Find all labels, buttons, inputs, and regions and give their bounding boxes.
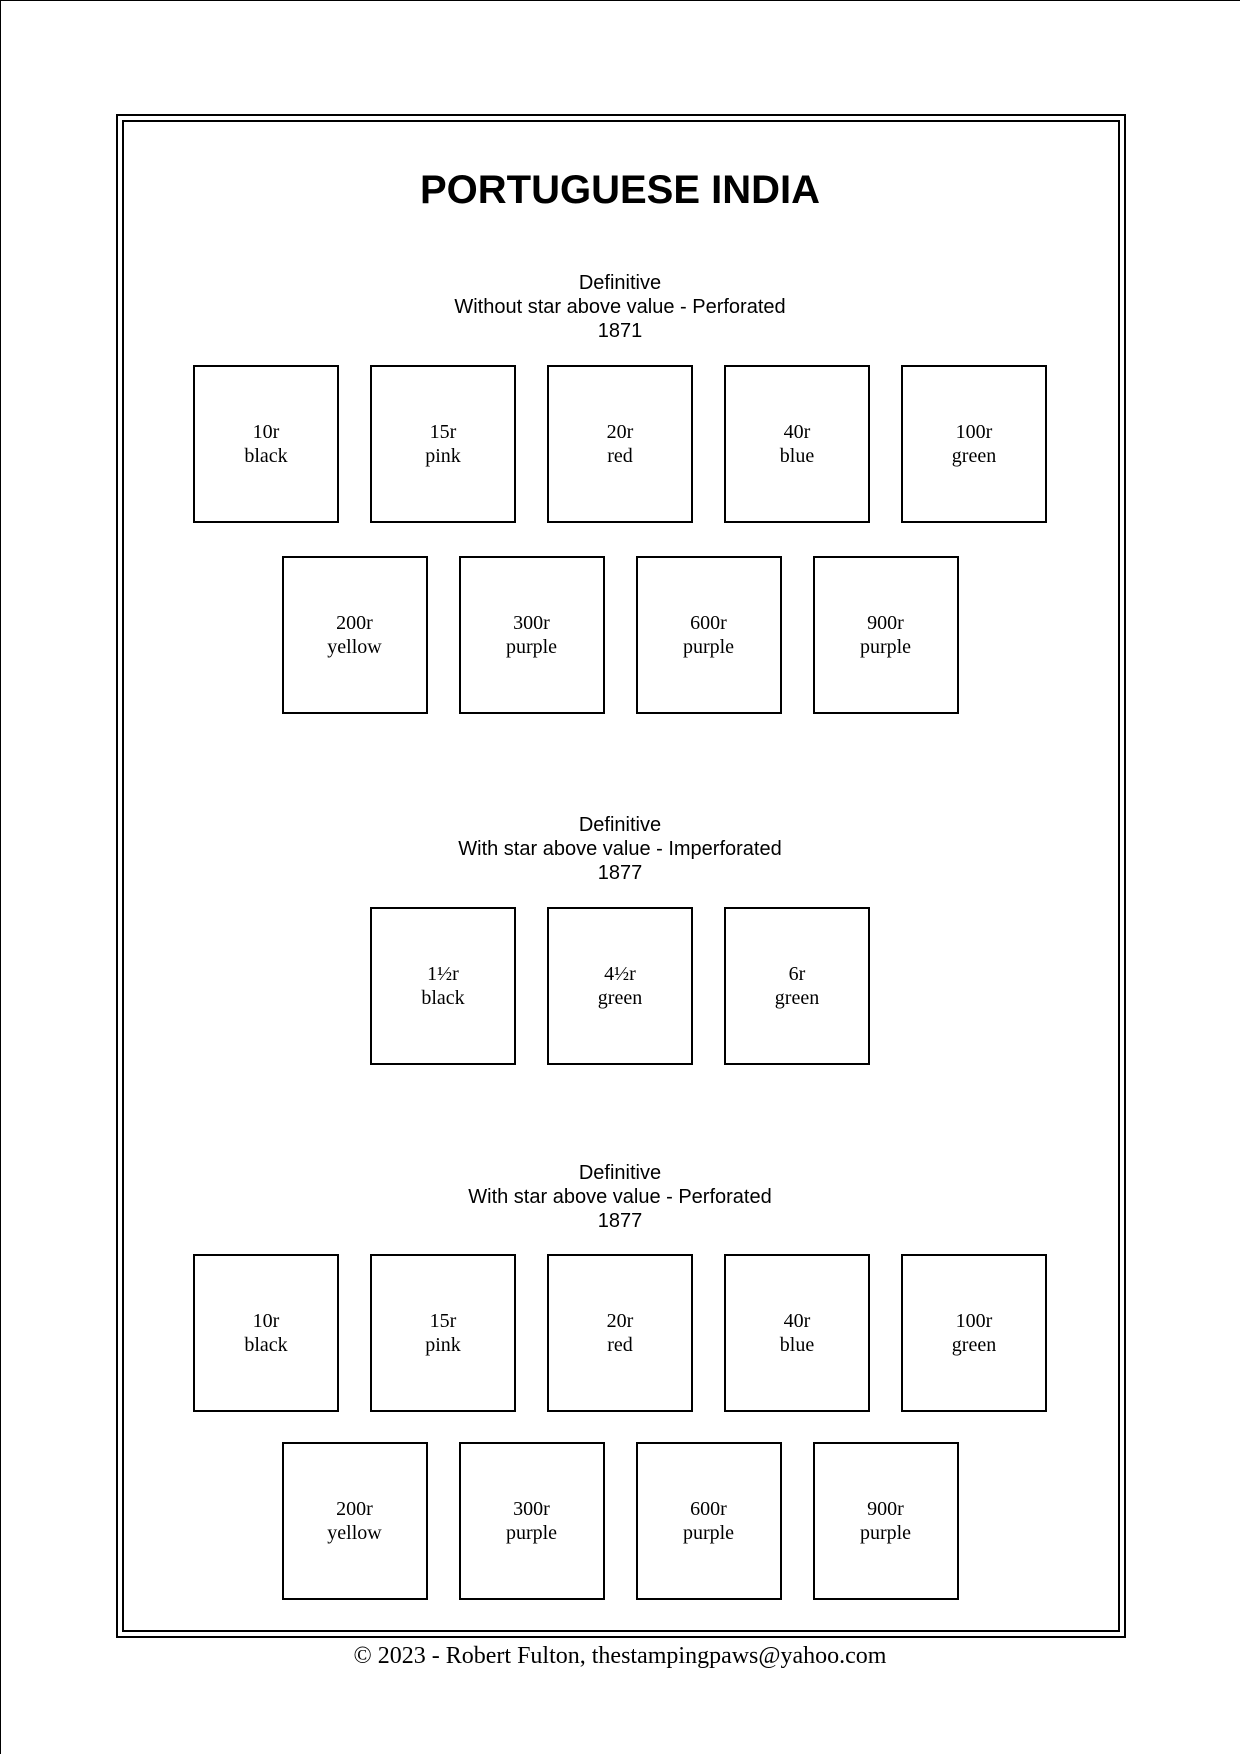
stamp-value: 600r: [690, 612, 727, 634]
stamp-color: purple: [682, 1522, 735, 1544]
stamp-color: purple: [859, 636, 912, 658]
stamp-color: purple: [505, 636, 558, 658]
stamp-color: red: [607, 1334, 633, 1356]
stamp-space: [813, 1442, 959, 1600]
stamp-space: [547, 365, 693, 523]
stamp-value: 300r: [513, 1498, 550, 1520]
set-2-year: 1877: [597, 862, 643, 884]
stamp-space: [636, 556, 782, 714]
stamp-space: [724, 365, 870, 523]
stamp-color: green: [597, 987, 643, 1009]
stamp-value: 200r: [336, 1498, 373, 1520]
stamp-color: pink: [425, 445, 461, 467]
set-1-heading: [0, 271, 1240, 343]
stamp-value: 15r: [429, 1310, 457, 1332]
stamp-value: 10r: [252, 421, 280, 443]
stamp-value: 40r: [783, 421, 811, 443]
stamp-space: [901, 365, 1047, 523]
stamp-value: 100r: [955, 421, 993, 443]
stamp-color: green: [774, 987, 820, 1009]
stamp-space: [370, 907, 516, 1065]
stamp-color: purple: [682, 636, 735, 658]
stamp-color: yellow: [327, 636, 382, 658]
stamp-value: 300r: [513, 612, 550, 634]
stamp-value: 200r: [336, 612, 373, 634]
set-3-description: With star above value - Perforated: [468, 1186, 772, 1208]
stamp-space: [724, 1254, 870, 1412]
set-3-row-2: [0, 1442, 1240, 1600]
stamp-value: 100r: [955, 1310, 993, 1332]
stamp-value: 900r: [867, 1498, 904, 1520]
stamp-space: [282, 556, 428, 714]
stamp-space: [193, 1254, 339, 1412]
page-title: PORTUGUESE INDIA: [419, 168, 821, 212]
set-2-row-1: [0, 907, 1240, 1065]
set-1-row-1: [0, 365, 1240, 523]
set-3-heading: [0, 1161, 1240, 1233]
set-3-type: Definitive: [578, 1162, 662, 1184]
set-1-row-2: [0, 556, 1240, 714]
stamp-space: [459, 1442, 605, 1600]
stamp-value: 1½r: [427, 963, 459, 985]
stamp-value: 6r: [788, 963, 806, 985]
stamp-value: 4½r: [604, 963, 636, 985]
set-3-year: 1877: [597, 1210, 643, 1232]
set-3-row-1: [0, 1254, 1240, 1412]
set-1-year: 1871: [597, 320, 643, 342]
stamp-color: blue: [779, 445, 815, 467]
set-1-type: Definitive: [578, 272, 662, 294]
stamp-color: black: [244, 445, 288, 467]
stamp-space: [370, 1254, 516, 1412]
stamp-space: [370, 365, 516, 523]
stamp-color: green: [951, 445, 997, 467]
stamp-color: black: [244, 1334, 288, 1356]
stamp-space: [282, 1442, 428, 1600]
stamp-color: purple: [505, 1522, 558, 1544]
stamp-space: [193, 365, 339, 523]
stamp-value: 20r: [606, 1310, 634, 1332]
stamp-color: yellow: [327, 1522, 382, 1544]
stamp-color: pink: [425, 1334, 461, 1356]
set-1-description: Without star above value - Perforated: [454, 296, 786, 318]
stamp-value: 20r: [606, 421, 634, 443]
stamp-color: red: [607, 445, 633, 467]
set-2-type: Definitive: [578, 814, 662, 836]
stamp-space: [636, 1442, 782, 1600]
stamp-space: [547, 907, 693, 1065]
stamp-color: green: [951, 1334, 997, 1356]
stamp-color: black: [421, 987, 465, 1009]
set-2-description: With star above value - Imperforated: [458, 838, 782, 860]
stamp-color: purple: [859, 1522, 912, 1544]
stamp-space: [813, 556, 959, 714]
stamp-space: [901, 1254, 1047, 1412]
stamp-value: 10r: [252, 1310, 280, 1332]
stamp-value: 600r: [690, 1498, 727, 1520]
stamp-space: [459, 556, 605, 714]
stamp-value: 15r: [429, 421, 457, 443]
stamp-value: 900r: [867, 612, 904, 634]
stamp-color: blue: [779, 1334, 815, 1356]
stamp-value: 40r: [783, 1310, 811, 1332]
set-2-heading: [0, 813, 1240, 885]
copyright-footer: © 2023 - Robert Fulton, thestampingpaws@yahoo.com: [353, 1643, 887, 1669]
stamp-space: [547, 1254, 693, 1412]
stamp-space: [724, 907, 870, 1065]
